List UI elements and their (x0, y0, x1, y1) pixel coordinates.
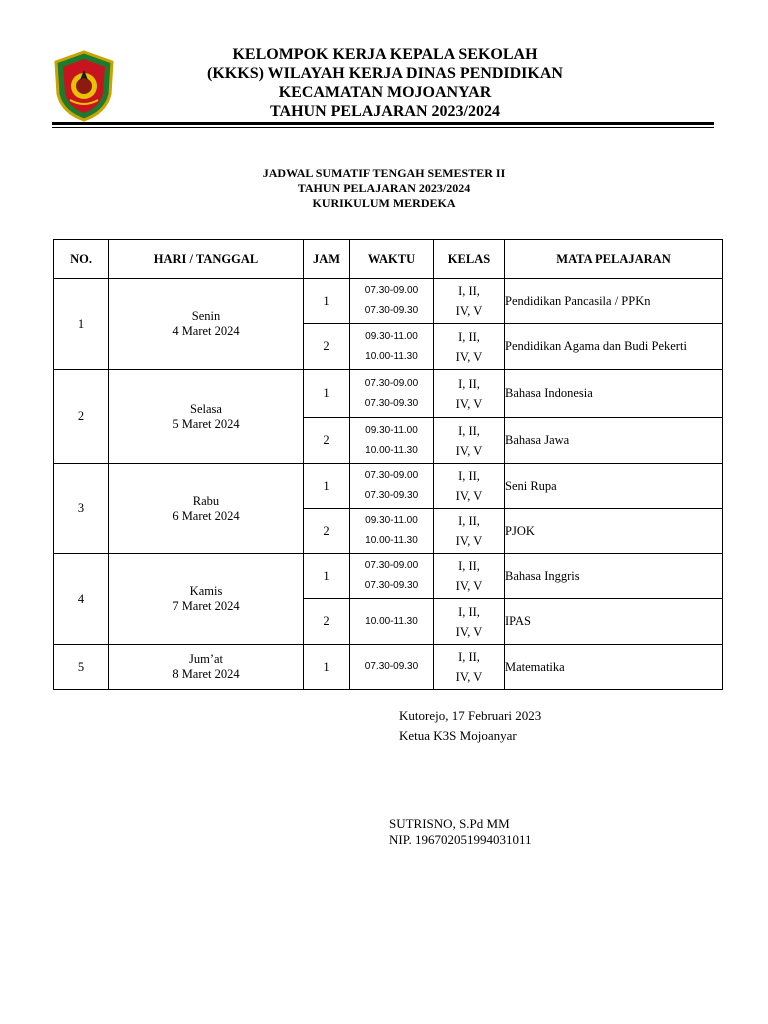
kelas-line: I, II, (458, 604, 480, 619)
signer-identity (389, 816, 532, 848)
waktu-line: 10.00-11.30 (365, 615, 418, 627)
kelas-cell (434, 418, 505, 464)
column-header-waktu: WAKTU (350, 240, 434, 279)
kelas-cell (434, 279, 505, 324)
table-row (54, 645, 723, 690)
kelas-line: I, II, (458, 650, 480, 664)
day-name: Jum’at (188, 652, 224, 666)
jam-cell: 1 (304, 370, 350, 418)
table-row (54, 464, 723, 509)
column-header-mata-pelajaran: MATA PELAJARAN (505, 240, 723, 279)
waktu-line: 07.30-09.30 (364, 661, 419, 672)
letterhead-line-2: (KKKS) WILAYAH KERJA DINAS PENDIDIKAN (207, 65, 563, 82)
day-date-cell (109, 279, 304, 370)
kelas-line: I, II, (458, 469, 480, 483)
column-header-kelas: KELAS (434, 240, 505, 279)
jam-cell: 1 (304, 645, 350, 690)
signer-name: SUTRISNO, S.Pd MM (389, 816, 510, 831)
waktu-line: 07.30-09.00 (364, 377, 419, 389)
kelas-line: I, II, (458, 376, 480, 391)
mata-pelajaran-cell: Pendidikan Agama dan Budi Pekerti (505, 324, 723, 370)
kelas-line: IV, V (455, 443, 483, 458)
date: 4 Maret 2024 (172, 324, 240, 338)
mata-pelajaran-cell: Bahasa Inggris (505, 554, 723, 599)
waktu-line: 07.30-09.00 (364, 560, 419, 571)
row-number: 3 (54, 464, 109, 554)
waktu-cell (350, 554, 434, 599)
day-date-cell (109, 554, 304, 645)
kelas-line: IV, V (455, 489, 483, 503)
row-number: 4 (54, 554, 109, 645)
letterhead-line-3: KECAMATAN MOJOANYAR (278, 84, 492, 101)
title-line-3: KURIKULUM MERDEKA (312, 196, 456, 210)
day-date-cell (109, 464, 304, 554)
waktu-cell (350, 324, 434, 370)
kelas-line: I, II, (458, 559, 480, 573)
schedule-table (53, 239, 723, 690)
signer-position: Ketua K3S Mojoanyar (399, 728, 517, 743)
column-header-jam: JAM (304, 240, 350, 279)
waktu-cell (350, 464, 434, 509)
kelas-line: IV, V (455, 670, 483, 684)
day-name: Kamis (189, 584, 223, 598)
date: 8 Maret 2024 (172, 667, 240, 681)
waktu-line: 07.30-09.30 (364, 580, 419, 591)
date: 5 Maret 2024 (172, 416, 240, 431)
table-row (54, 370, 723, 418)
waktu-cell (350, 418, 434, 464)
kelas-line: I, II, (458, 284, 480, 298)
column-header-no: NO. (54, 240, 109, 279)
row-number: 2 (54, 370, 109, 464)
mata-pelajaran-cell: Bahasa Indonesia (505, 370, 723, 418)
date: 7 Maret 2024 (172, 599, 240, 613)
title-line-1: JADWAL SUMATIF TENGAH SEMESTER II (262, 166, 506, 180)
jam-cell: 1 (304, 279, 350, 324)
waktu-cell (350, 370, 434, 418)
signer-nip: NIP. 196702051994031011 (389, 832, 532, 847)
jam-cell: 2 (304, 418, 350, 464)
waktu-line: 10.00-11.30 (365, 444, 418, 456)
document-title (184, 166, 584, 211)
waktu-line: 09.30-11.00 (365, 424, 418, 436)
kelas-cell (434, 370, 505, 418)
kelas-cell (434, 324, 505, 370)
day-name: Rabu (192, 493, 220, 508)
waktu-cell (350, 279, 434, 324)
jam-cell: 2 (304, 324, 350, 370)
kelas-line: IV, V (455, 534, 483, 548)
waktu-line: 07.30-09.00 (364, 285, 419, 296)
kelas-line: IV, V (455, 624, 483, 639)
kelas-line: I, II, (458, 423, 480, 438)
jam-cell: 2 (304, 509, 350, 554)
kelas-cell (434, 645, 505, 690)
date: 6 Maret 2024 (172, 508, 240, 523)
kelas-cell (434, 599, 505, 645)
column-header-day-date: HARI / TANGGAL (109, 240, 304, 279)
letterhead-line-4: TAHUN PELAJARAN 2023/2024 (270, 103, 500, 120)
letterhead (140, 45, 630, 121)
mata-pelajaran-cell: IPAS (505, 599, 723, 645)
row-number: 5 (54, 645, 109, 690)
mata-pelajaran-cell: Bahasa Jawa (505, 418, 723, 464)
kelas-line: IV, V (455, 396, 483, 411)
waktu-line: 10.00-11.30 (365, 535, 418, 546)
kelas-cell (434, 554, 505, 599)
regency-emblem-logo (52, 50, 116, 122)
day-name: Senin (191, 309, 221, 323)
signature-block (399, 706, 541, 746)
jam-cell: 2 (304, 599, 350, 645)
waktu-cell (350, 509, 434, 554)
kelas-line: IV, V (455, 349, 483, 364)
waktu-cell (350, 645, 434, 690)
waktu-line: 10.00-11.30 (365, 350, 418, 362)
kelas-cell (434, 464, 505, 509)
waktu-line: 09.30-11.00 (365, 515, 418, 526)
letterhead-line-1: KELOMPOK KERJA KEPALA SEKOLAH (232, 46, 538, 63)
table-header-row (54, 240, 723, 279)
waktu-line: 09.30-11.00 (365, 330, 418, 342)
jam-cell: 1 (304, 464, 350, 509)
table-row (54, 279, 723, 324)
letterhead-divider-thick (52, 122, 714, 125)
place-date: Kutorejo, 17 Februari 2023 (399, 708, 542, 723)
kelas-cell (434, 509, 505, 554)
row-number: 1 (54, 279, 109, 370)
waktu-cell (350, 599, 434, 645)
day-date-cell (109, 370, 304, 464)
kelas-line: IV, V (455, 579, 483, 593)
title-line-2: TAHUN PELAJARAN 2023/2024 (297, 181, 471, 195)
letterhead-divider-thin (52, 127, 714, 128)
day-date-cell (109, 645, 304, 690)
waktu-line: 07.30-09.30 (364, 305, 419, 316)
table-row (54, 554, 723, 599)
jam-cell: 1 (304, 554, 350, 599)
mata-pelajaran-cell: PJOK (505, 509, 723, 554)
mata-pelajaran-cell: Matematika (505, 645, 723, 690)
day-name: Selasa (190, 401, 222, 416)
kelas-line: I, II, (458, 514, 480, 528)
mata-pelajaran-cell: Seni Rupa (505, 464, 723, 509)
waktu-line: 07.30-09.30 (364, 490, 419, 501)
waktu-line: 07.30-09.30 (364, 397, 419, 409)
kelas-line: IV, V (455, 304, 483, 318)
mata-pelajaran-cell: Pendidikan Pancasila / PPKn (505, 279, 723, 324)
waktu-line: 07.30-09.00 (364, 470, 419, 481)
kelas-line: I, II, (458, 329, 480, 344)
